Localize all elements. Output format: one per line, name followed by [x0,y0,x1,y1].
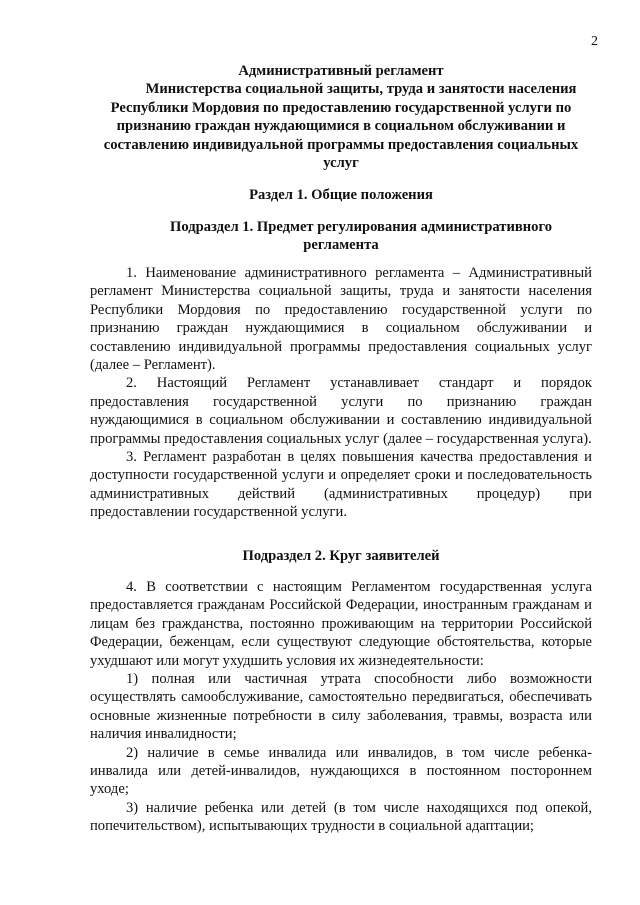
subsection-1-heading [90,218,592,255]
subsection-1-body [90,264,592,522]
page-number: 2 [591,34,598,49]
list-item-1: 1) полная или частичная утрата способности либо возможности осуществлять самообслуживание, самостоятельно передвигаться, обеспечивать основные жизненные потребности в силу заболевания, травмы, возраста или наличия инвалидности; [90,671,592,743]
title-line-2: Министерства социальной защиты, труда и занятости населения [145,81,577,98]
document-title [90,62,592,172]
paragraph-2: 2. Настоящий Регламент устанавливает стандарт и порядок предоставления государственной услуги по признанию граждан нуждающимися в социальном обслуживании и составлению индивидуальной программы предоставления социальных услуг (далее – государственная услуга). [90,375,592,447]
subsection-1-line-2: регламента [303,237,379,254]
paragraph-3: 3. Регламент разработан в целях повышения качества предоставления и доступности государственной услуги и определяет сроки и последовательность административных действий (административных процедур) при предоставлении государственной услуги. [90,449,592,521]
section-heading: Раздел 1. Общие положения [249,187,433,203]
title-rest: Республики Мордовия по предоставлению государственной услуги по признанию граждан нуждающимися в социальном обслуживании и составлению индивидуальной программы предоставления социальных услуг [103,99,579,172]
paragraph-4: 4. В соответствии с настоящим Регламентом государственная услуга предоставляется гражданам Российской Федерации, иностранным гражданам и лицам без гражданства, постоянно проживающим на территории Российской Федерации, беженцам, если существуют следующие обстоятельства, которые ухудшают или могут ухудшить условия их жизнедеятельности: [90,579,592,669]
subsection-2-body [90,578,592,836]
paragraph-1: 1. Наименование административного регламента – Административный регламент Министерства социальной защиты, труда и занятости населения Республики Мордовия по предоставлению государственной услуги по признанию граждан нуждающимися в социальном обслуживании и составлению индивидуальной программы предоставления социальных услуг (далее – Регламент). [90,265,592,374]
title-line-1: Административный регламент [238,63,444,79]
list-item-3: 3) наличие ребенка или детей (в том числе находящихся под опекой, попечительством), испытывающих трудности в социальной адаптации; [90,799,592,835]
subsection-1-line-1: Подраздел 1. Предмет регулирования административного [169,219,553,235]
list-item-2: 2) наличие в семье инвалида или инвалидов, в том числе ребенка-инвалида или детей-инвалидов, нуждающихся в постоянном постороннем уходе; [90,744,592,798]
subsection-2-heading: Подраздел 2. Круг заявителей [242,548,440,564]
